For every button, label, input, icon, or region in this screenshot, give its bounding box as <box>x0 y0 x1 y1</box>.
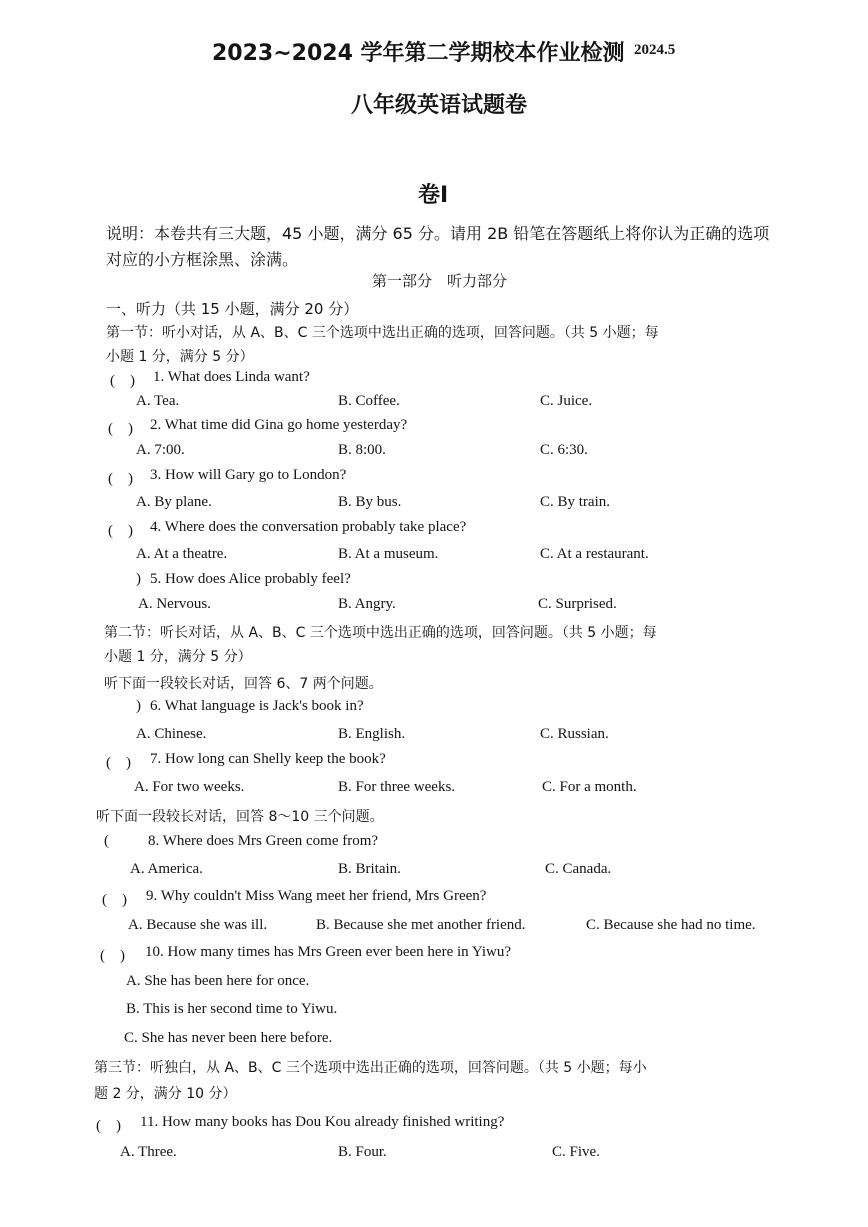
question-1: 1. What does Linda want? <box>153 369 310 385</box>
q8-option-c: C. Canada. <box>545 861 612 877</box>
q10-option-a: A. She has been here for once. <box>126 973 310 989</box>
answer-blank-5: ) <box>136 571 141 587</box>
part-title: 第一部分 听力部分 <box>372 272 508 290</box>
question-2: 2. What time did Gina go home yesterday? <box>150 417 408 433</box>
answer-blank-10: ( ) <box>100 948 125 964</box>
subsection-3-line-1: 第三节：听独白，从 A、B、C 三个选项中选出正确的选项，回答问题。（共 5 小题；每小 <box>94 1060 647 1076</box>
subsection-1-line-2: 小题 1 分，满分 5 分） <box>106 349 254 365</box>
question-10: 10. How many times has Mrs Green ever been here in Yiwu? <box>145 944 512 960</box>
q1-option-c: C. Juice. <box>540 393 593 409</box>
q4-option-b: B. At a museum. <box>338 546 439 562</box>
q6-option-a: A. Chinese. <box>136 726 207 742</box>
q7-option-c: C. For a month. <box>542 779 637 795</box>
answer-blank-3: ( ) <box>108 471 133 487</box>
q10-option-b: B. This is her second time to Yiwu. <box>126 1001 338 1017</box>
q11-option-c: C. Five. <box>552 1144 600 1160</box>
question-4: 4. Where does the conversation probably take place? <box>150 519 467 535</box>
question-7: 7. How long can Shelly keep the book? <box>150 751 386 767</box>
instructions-line-2: 对应的小方框涂黑、涂满。 <box>106 250 299 269</box>
answer-blank-9: ( ) <box>102 892 127 908</box>
answer-blank-7: ( ) <box>106 755 131 771</box>
subsection-2-line-1: 第二节：听长对话，从 A、B、C 三个选项中选出正确的选项，回答问题。（共 5 小题；每 <box>104 625 657 641</box>
q11-option-b: B. Four. <box>338 1144 387 1160</box>
question-5: 5. How does Alice probably feel? <box>150 571 351 587</box>
exam-title: 2023~2024 学年第二学期校本作业检测 <box>212 41 625 66</box>
exam-subtitle: 八年级英语试题卷 <box>351 93 528 118</box>
q6-option-b: B. English. <box>338 726 406 742</box>
question-8: 8. Where does Mrs Green come from? <box>148 833 379 849</box>
answer-blank-1: ( ) <box>110 373 135 389</box>
q11-option-a: A. Three. <box>120 1144 177 1160</box>
question-11: 11. How many books has Dou Kou already finished writing? <box>140 1114 505 1130</box>
q4-option-a: A. At a theatre. <box>136 546 228 562</box>
q2-option-c: C. 6:30. <box>540 442 588 458</box>
subsection-1-line-1: 第一节：听小对话，从 A、B、C 三个选项中选出正确的选项，回答问题。（共 5 小题；每 <box>106 325 659 341</box>
q2-option-b: B. 8:00. <box>338 442 386 458</box>
answer-blank-6: ) <box>136 698 141 714</box>
subsection-2-line-2: 小题 1 分，满分 5 分） <box>104 649 252 665</box>
q7-option-b: B. For three weeks. <box>338 779 456 795</box>
q8-option-b: B. Britain. <box>338 861 401 877</box>
answer-blank-4: ( ) <box>108 523 133 539</box>
q9-option-a: A. Because she was ill. <box>128 917 268 933</box>
q7-option-a: A. For two weeks. <box>134 779 245 795</box>
dialog-1-note: 听下面一段较长对话，回答 6、7 两个问题。 <box>104 676 383 692</box>
q5-option-c: C. Surprised. <box>538 596 617 612</box>
answer-blank-8: ( <box>104 833 109 849</box>
q5-option-a: A. Nervous. <box>138 596 211 612</box>
q5-option-b: B. Angry. <box>338 596 396 612</box>
q8-option-a: A. America. <box>130 861 203 877</box>
question-3: 3. How will Gary go to London? <box>150 467 347 483</box>
q2-option-a: A. 7:00. <box>136 442 185 458</box>
q4-option-c: C. At a restaurant. <box>540 546 649 562</box>
q9-option-c: C. Because she had no time. <box>586 917 756 933</box>
exam-date: 2024.5 <box>634 42 676 58</box>
dialog-2-note: 听下面一段较长对话，回答 8～10 三个问题。 <box>96 809 384 825</box>
q3-option-c: C. By train. <box>540 494 610 510</box>
question-6: 6. What language is Jack's book in? <box>150 698 364 714</box>
answer-blank-2: ( ) <box>108 421 133 437</box>
section-heading: 一、听力（共 15 小题，满分 20 分） <box>106 300 359 318</box>
answer-blank-11: ( ) <box>96 1118 121 1134</box>
volume-label: 卷Ⅰ <box>418 183 449 208</box>
question-9: 9. Why couldn't Miss Wang meet her friend, Mrs Green? <box>146 888 487 904</box>
q3-option-b: B. By bus. <box>338 494 402 510</box>
subsection-3-line-2: 题 2 分，满分 10 分） <box>94 1086 237 1102</box>
q3-option-a: A. By plane. <box>136 494 212 510</box>
instructions-line-1: 说明：本卷共有三大题，45 小题，满分 65 分。请用 2B 铅笔在答题纸上将你认为正确的选项 <box>106 224 770 243</box>
q6-option-c: C. Russian. <box>540 726 609 742</box>
q10-option-c: C. She has never been here before. <box>124 1030 333 1046</box>
q1-option-a: A. Tea. <box>136 393 180 409</box>
q1-option-b: B. Coffee. <box>338 393 400 409</box>
q9-option-b: B. Because she met another friend. <box>316 917 526 933</box>
